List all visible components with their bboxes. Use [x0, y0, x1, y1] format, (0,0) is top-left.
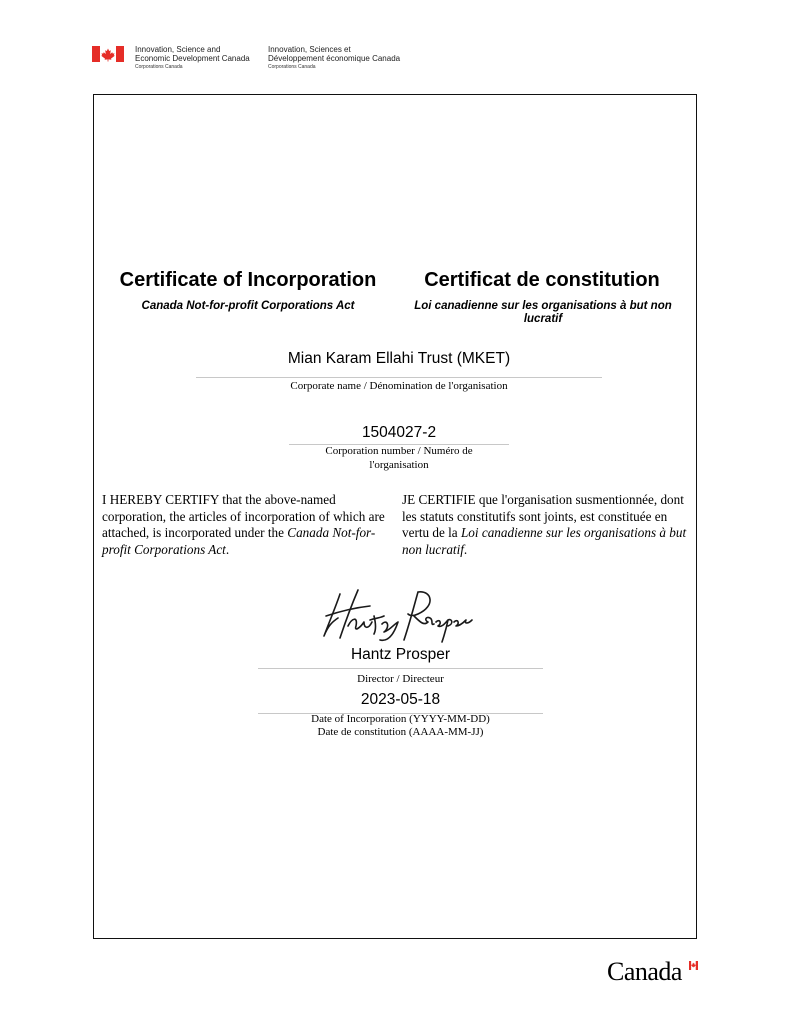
department-name-en [135, 45, 250, 71]
date-caption-line-2: Date de constitution (AAAA-MM-JJ) [317, 726, 484, 738]
signatory-rule [258, 668, 543, 669]
canada-flag-icon [92, 46, 124, 62]
certification-statement-fr [402, 492, 687, 558]
statement-en-act: Canada Not-for-profit Corporations Act [102, 525, 376, 557]
corporation-number-caption-line-2: l'organisation [369, 459, 429, 471]
department-en-line-3: Corporations Canada [135, 64, 183, 70]
date-caption-line-1: Date of Incorporation (YYYY-MM-DD) [311, 713, 490, 725]
ised-header [92, 44, 422, 74]
corporation-number: 1504027-2 [361, 424, 437, 441]
certification-statement-en [102, 492, 388, 558]
statement-fr-end: . [463, 541, 468, 557]
department-fr-line-1: Innovation, Sciences et [268, 45, 351, 54]
corporate-name-caption: Corporate name / Dénomination de l'organisation [290, 380, 508, 392]
department-fr-line-2: Développement économique Canada [268, 54, 401, 63]
department-fr-line-3: Corporations Canada [268, 64, 316, 70]
signatory-title: Director / Directeur [357, 673, 444, 685]
signatory-name: Hantz Prosper [350, 646, 451, 663]
date-caption [258, 713, 543, 739]
incorporation-date: 2023-05-18 [360, 691, 441, 708]
department-en-line-2: Economic Development Canada [135, 54, 250, 63]
wordmark-flag-icon [689, 961, 698, 970]
certificate-title-en: Certificate of Incorporation [119, 269, 377, 291]
signature-image [318, 586, 478, 644]
statement-fr-act: Loi canadienne sur les organisations à but non lucratif [402, 525, 687, 557]
corporate-name-rule [196, 377, 602, 378]
certificate-title-fr: Certificat de constitution [424, 269, 660, 291]
department-name-fr [268, 45, 400, 71]
statement-en-text: I HEREBY CERTIFY that the above-named corporation, the articles of incorporation of which are attached, is incorporated under the [102, 492, 385, 540]
canada-wordmark: Canada [607, 957, 682, 986]
department-en-line-1: Innovation, Science and [135, 45, 221, 54]
act-name-fr: Loi canadienne sur les organisations à but non lucratif [414, 300, 672, 325]
statement-en-end: . [225, 541, 230, 557]
act-name-en: Canada Not-for-profit Corporations Act [141, 300, 355, 312]
corporation-number-caption [289, 444, 509, 472]
statement-fr-text: JE CERTIFIE que l'organisation susmentionnée, dont les statuts constitutifs sont joints, est constituée en vertu de la [402, 492, 684, 540]
corporation-number-caption-line-1: Corporation number / Numéro de [325, 445, 473, 457]
corporate-name: Mian Karam Ellahi Trust (MKET) [287, 350, 511, 367]
